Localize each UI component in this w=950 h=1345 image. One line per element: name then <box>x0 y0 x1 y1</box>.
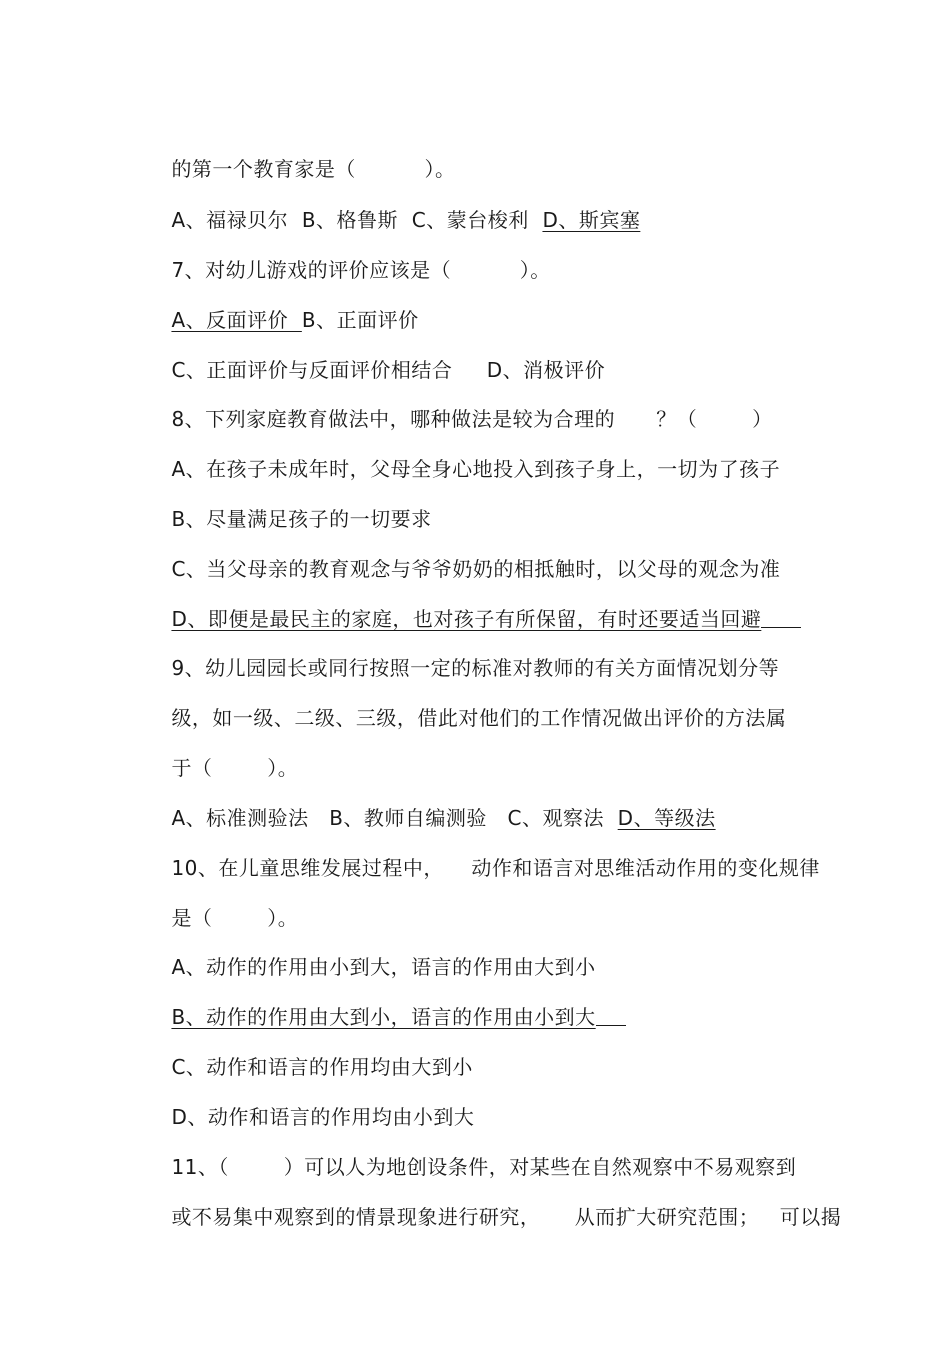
underline-tail <box>596 1003 626 1026</box>
text-line: 级，如一级、二级、三级，借此对他们的工作情况做出评价的方法属 <box>171 706 787 730</box>
options-text: A、在孩子未成年时，父母全身心地投入到孩子身上，一切为了孩子 <box>171 457 781 481</box>
answer-option-b: B、动作的作用由大到小，语言的作用由小到大 <box>171 1005 596 1029</box>
text-line: 7、对幼儿游戏的评价应该是（ ）。 <box>171 258 551 282</box>
text-line: 10、在儿童思维发展过程中， 动作和语言对思维活动作用的变化规律 <box>171 856 820 880</box>
options-text: C、正面评价与反面评价相结合 D、消极评价 <box>171 358 606 382</box>
q11-stem-line2 <box>144 1175 841 1259</box>
options-text: D、动作和语言的作用均由小到大 <box>171 1105 475 1129</box>
answer-option-d: D、等级法 <box>617 806 716 830</box>
text-line: 的第一个教育家是（ ）。 <box>171 157 456 181</box>
answer-option-d: D、即便是最民主的家庭，也对孩子有所保留，有时还要适当回避 <box>171 607 762 631</box>
underline-tail <box>761 605 801 628</box>
options-text: A、标准测验法 B、教师自编测验 C、观察法 <box>171 806 618 830</box>
answer-option-a: A、反面评价 <box>171 308 302 332</box>
answer-option-d: D、斯宾塞 <box>542 208 641 232</box>
text-line: 或不易集中观察到的情景现象进行研究， 从而扩大研究范围； 可以揭 <box>171 1205 842 1229</box>
text-line: 于（ ）。 <box>171 756 299 780</box>
options-text: B、尽量满足孩子的一切要求 <box>171 507 432 531</box>
text-line: 9、幼儿园园长或同行按照一定的标准对教师的有关方面情况划分等 <box>171 656 780 680</box>
text-line: 11、（ ）可以人为地创设条件，对某些在自然观察中不易观察到 <box>171 1155 797 1179</box>
text-line: 8、下列家庭教育做法中，哪种做法是较为合理的 ？（ ） <box>171 407 773 431</box>
options-text: A、福禄贝尔 B、格鲁斯 C、蒙台梭利 <box>171 208 543 232</box>
options-text: C、动作和语言的作用均由大到小 <box>171 1055 473 1079</box>
options-text: C、当父母亲的教育观念与爷爷奶奶的相抵触时，以父母的观念为准 <box>171 557 781 581</box>
text-line: 是（ ）。 <box>171 906 299 930</box>
options-text: B、正面评价 <box>301 308 419 332</box>
options-text: A、动作的作用由小到大，语言的作用由大到小 <box>171 955 596 979</box>
